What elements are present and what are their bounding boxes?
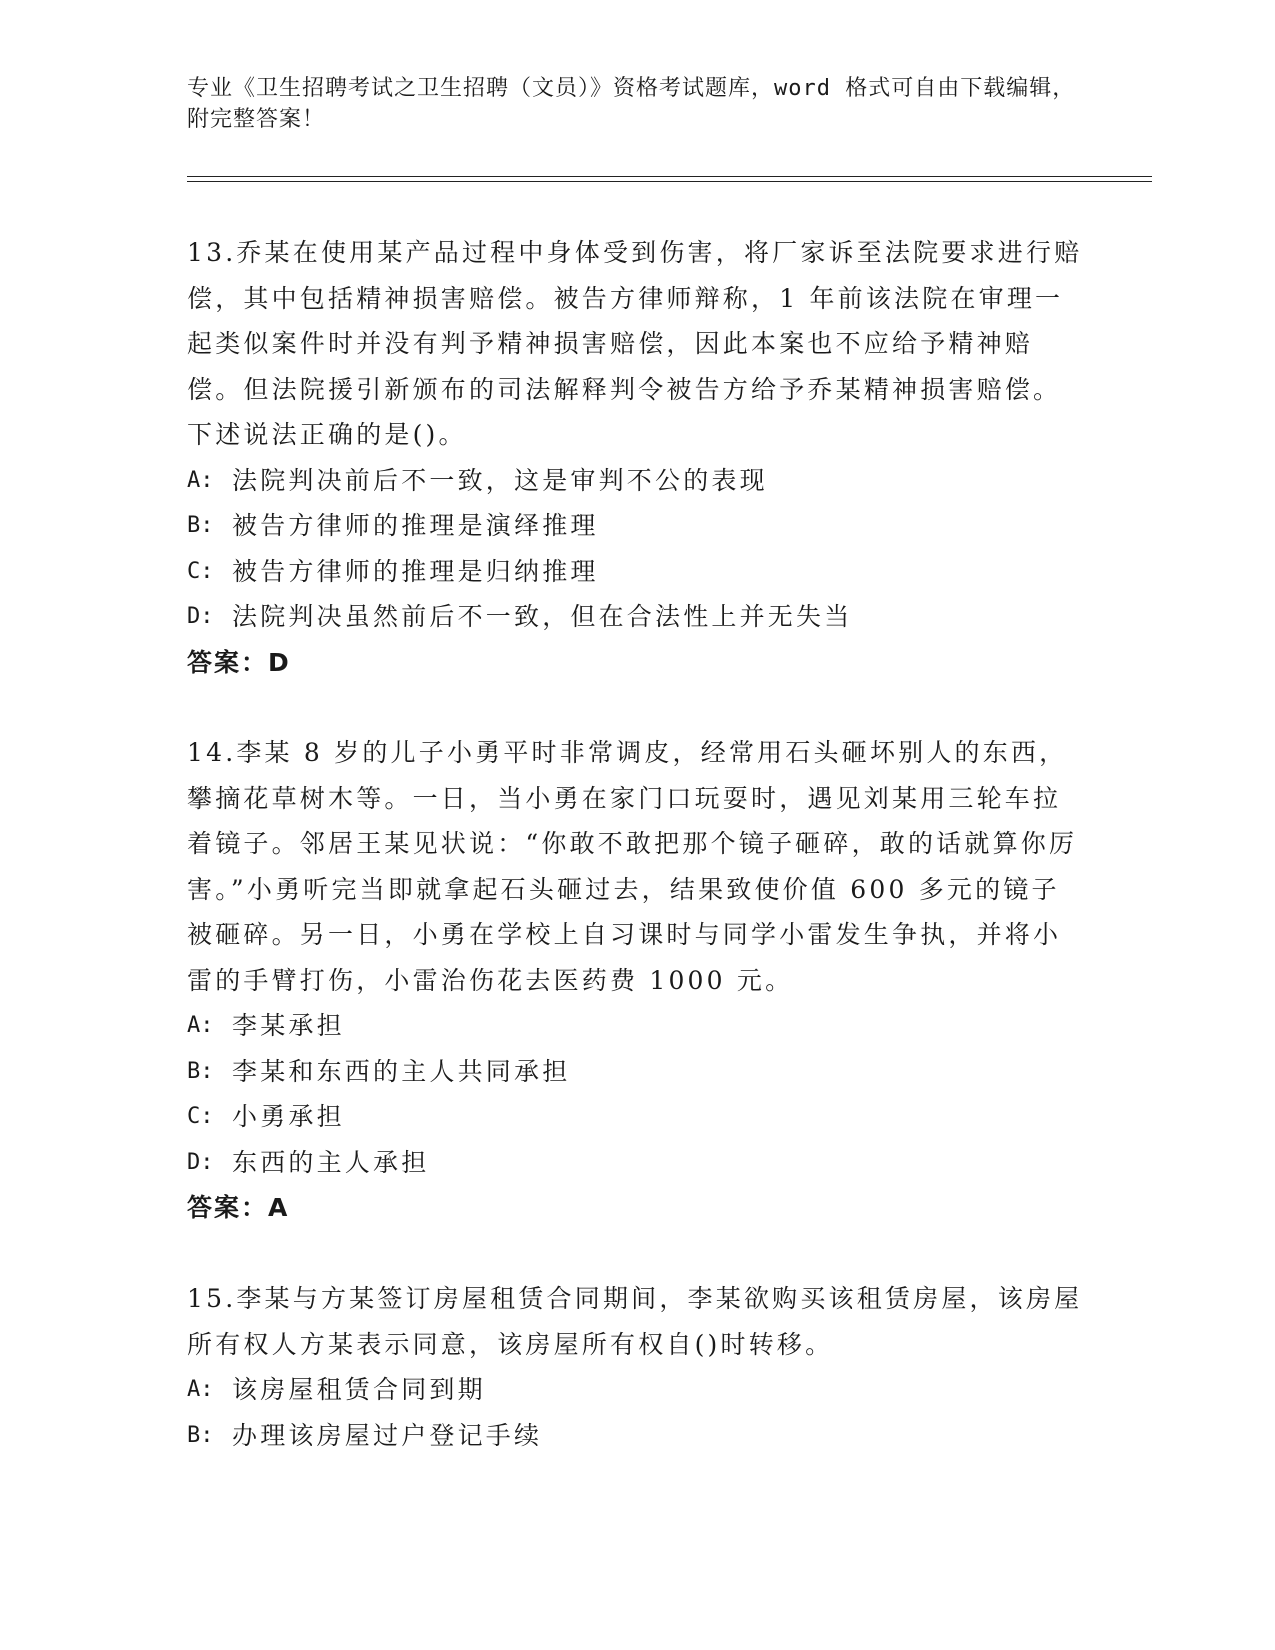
option-letter: B:: [187, 1422, 214, 1448]
option-d: [187, 594, 1087, 640]
option-a: [187, 1003, 1087, 1049]
option-b: [187, 503, 1087, 549]
option-text: 法院判决虽然前后不一致，但在合法性上并无失当: [232, 602, 853, 631]
option-letter: B:: [187, 1058, 214, 1084]
question-15: [187, 1276, 1087, 1458]
option-letter: B:: [187, 513, 214, 538]
option-d: [187, 1140, 1087, 1186]
option-text: 李某承担: [232, 1011, 345, 1040]
option-letter: A:: [187, 467, 214, 493]
option-text: 法院判决前后不一致，这是审判不公的表现: [232, 465, 768, 495]
option-c: [187, 1094, 1087, 1140]
option-b: [187, 1413, 1087, 1459]
option-letter: C:: [187, 1104, 214, 1129]
document-intro: 专业《卫生招聘考试之卫生招聘（文员）》资格考试题库，word 格式可自由下载编辑，附完整答案！: [187, 76, 1076, 132]
question-stem: 13.乔某在使用某产品过程中身体受到伤害，将厂家诉至法院要求进行赔偿，其中包括精神损害赔偿。被告方律师辩称，1 年前该法院在审理一起类似案件时并没有判予精神损害赔偿，因此本案也不应给予精神赔偿。但法院援引新颁布的司法解释判令被告方给予乔某精神损害赔偿。下述说法正确的是()。: [187, 238, 1083, 449]
option-a: [187, 458, 1087, 504]
option-letter: A:: [187, 1377, 214, 1402]
option-text: 东西的主人承担: [232, 1147, 430, 1177]
answer-label: 答案：A: [187, 1193, 290, 1222]
option-text: 李某和东西的主人共同承担: [232, 1056, 571, 1086]
option-c: [187, 549, 1087, 595]
question-stem: 15.李某与方某签订房屋租赁合同期间，李某欲购买该租赁房屋，该房屋所有权人方某表示同意，该房屋所有权自()时转移。: [187, 1284, 1083, 1359]
option-text: 办理该房屋过户登记手续: [232, 1420, 543, 1450]
option-letter: D:: [187, 604, 214, 629]
option-text: 小勇承担: [232, 1102, 345, 1131]
header-divider-bottom: [187, 181, 1152, 182]
question-13: [187, 230, 1087, 685]
option-a: [187, 1367, 1087, 1413]
option-letter: C:: [187, 558, 214, 584]
header-divider-top: [187, 176, 1152, 177]
option-text: 该房屋租赁合同到期: [232, 1375, 486, 1404]
option-letter: D:: [187, 1149, 214, 1175]
answer-label: 答案：D: [187, 647, 291, 677]
option-b: [187, 1049, 1087, 1095]
option-letter: A:: [187, 1013, 214, 1038]
question-stem: 14.李某 8 岁的儿子小勇平时非常调皮，经常用石头砸坏别人的东西，攀摘花草树木等。一日，当小勇在家门口玩耍时，遇见刘某用三轮车拉着镜子。邻居王某见状说：“你敢不敢把那个镜子砸碎，敢的话就算你厉害。”小勇听完当即就拿起石头砸过去，结果致使价值 600 多元的镜子被砸碎。另一日，小勇在学校上自习课时与同学小雷发生争执，并将小雷的手臂打伤，小雷治伤花去医药费 1000 元。: [187, 738, 1078, 995]
option-text: 被告方律师的推理是归纳推理: [232, 556, 599, 586]
option-text: 被告方律师的推理是演绎推理: [232, 511, 599, 540]
question-14: [187, 730, 1087, 1231]
